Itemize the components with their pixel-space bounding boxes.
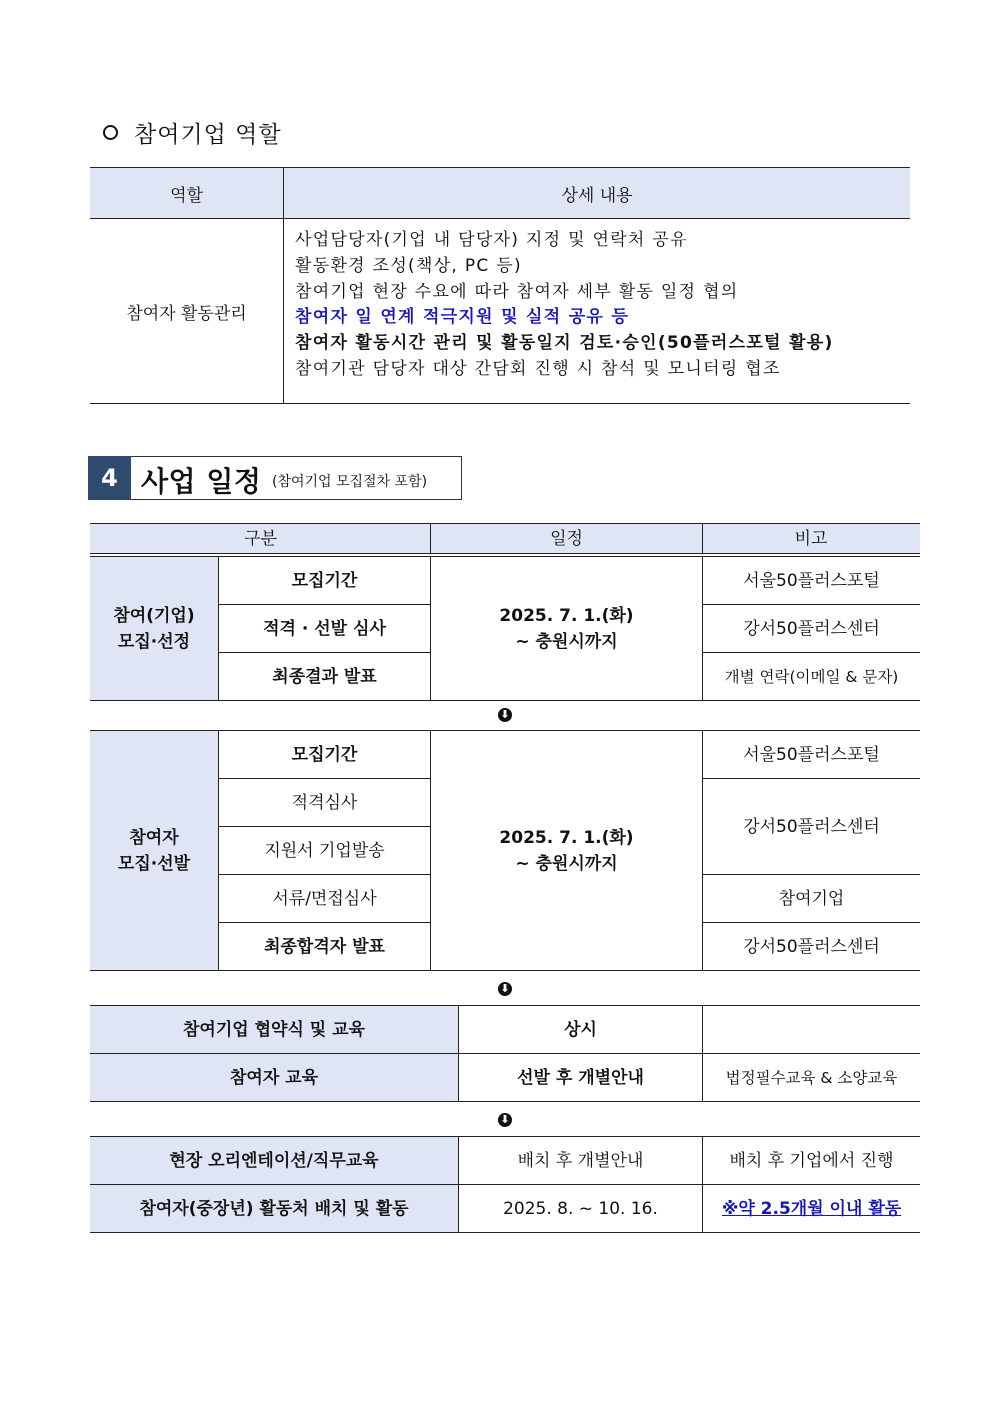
participant-step: 서류/면접심사 [272,889,377,909]
role-details-cell [284,219,911,404]
group-label: 모집·선정 [117,632,191,652]
role-table [90,167,910,404]
participant-note: 참여기업 [778,889,845,909]
group-label: 참여(기업) [113,606,195,626]
participant-note: 서울50플러스포털 [743,745,880,765]
company-date-cell [431,557,702,701]
placement-schedule: 배치 후 개별안내 [517,1151,644,1171]
role-section-heading [103,116,282,149]
header-schedule: 일정 [431,523,702,554]
training-note [703,1006,920,1054]
company-group-cell [90,557,218,701]
date-text: 2025. 7. 1.(화) [499,828,634,848]
participant-note: 강서50플러스센터 [743,817,880,837]
schedule-section-subtitle: (참여기업 모집절차 포함) [272,474,428,490]
company-note: 강서50플러스센터 [743,619,880,639]
placement-schedule: 2025. 8. ~ 10. 16. [503,1199,658,1219]
header-category: 구분 [90,523,431,554]
participant-step: 적격심사 [291,793,358,813]
arrow-down-icon: ⬇ [498,982,512,996]
company-note: 서울50플러스포털 [743,571,880,591]
bullet-circle-icon [103,125,118,140]
group-label: 모집·선발 [117,854,191,874]
role-column-header: 역할 [90,168,284,219]
placement-item: 현장 오리엔테이션/직무교육 [90,1137,458,1185]
role-name-cell: 참여자 활동관리 [90,219,284,404]
placement-note-highlight: ※약 2.5개월 이내 활동 [721,1199,902,1219]
placement-item: 참여자(중장년) 활동처 배치 및 활동 [90,1185,458,1233]
participant-step: 최종합격자 발표 [264,937,385,957]
detail-column-header: 상세 내용 [284,168,911,219]
participant-group-cell [90,731,218,971]
header-note: 비고 [702,523,920,554]
detail-line: 참여기관 담당자 대상 간담회 진행 시 참석 및 모니터링 협조 [295,358,781,379]
placement-note-cell [703,1185,920,1233]
detail-line: 활동환경 조성(책상, PC 등) [295,255,522,276]
date-text: ~ 충원시까지 [515,632,618,652]
company-step: 최종결과 발표 [272,667,377,687]
group-label: 참여자 [129,828,179,848]
participant-note: 강서50플러스센터 [743,937,880,957]
date-text: 2025. 7. 1.(화) [499,606,634,626]
training-note: 법정필수교육 & 소양교육 [725,1069,898,1087]
detail-line: 참여기업 현장 수요에 따라 참여자 세부 활동 일정 협의 [295,281,739,302]
training-schedule: 선발 후 개별안내 [517,1068,644,1088]
arrow-down-icon: ⬇ [498,708,512,722]
training-item: 참여자 교육 [90,1054,458,1102]
placement-note: 배치 후 기업에서 진행 [729,1151,894,1171]
arrow-down-icon: ⬇ [498,1113,512,1127]
company-step: 모집기간 [291,571,358,591]
participant-date-cell [431,731,702,971]
detail-line: 사업담당자(기업 내 담당자) 지정 및 연락처 공유 [295,230,688,250]
date-text: ~ 충원시까지 [515,854,618,874]
participant-step: 지원서 기업발송 [264,841,385,861]
section-number-badge: 4 [88,456,131,500]
detail-line-bold: 참여자 활동시간 관리 및 활동일지 검토·승인(50플러스포털 활용) [295,333,834,354]
detail-line-highlight: 참여자 일 연계 적극지원 및 실적 공유 등 [295,307,630,328]
role-section-title: 참여기업 역할 [134,122,282,148]
training-item: 참여기업 협약식 및 교육 [90,1006,458,1054]
company-step: 적격 · 선발 심사 [263,619,386,639]
participant-step: 모집기간 [291,745,358,765]
schedule-section-title: 사업 일정 [141,465,262,498]
training-schedule: 상시 [564,1020,597,1040]
company-note: 개별 연락(이메일 & 문자) [724,668,899,686]
